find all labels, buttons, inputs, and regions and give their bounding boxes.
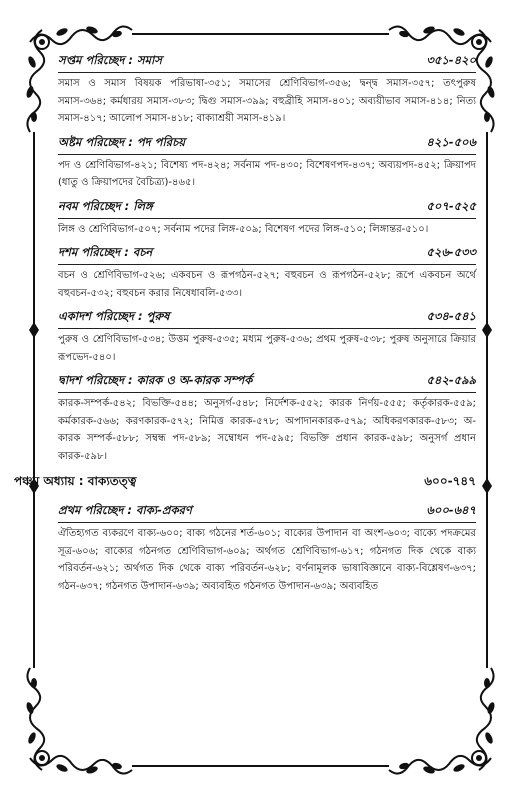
section-heading — [58, 196, 476, 219]
section-page-range: ৪২১-৫০৬ — [426, 134, 476, 149]
toc-section-7 — [58, 50, 476, 128]
section-heading — [58, 242, 476, 265]
section-page-range: ৫৩৪-৫৪১ — [426, 309, 476, 323]
chapter-page-range: ৬০০-৭৪৭ — [424, 474, 476, 488]
section-heading — [58, 132, 476, 155]
table-of-contents — [14, 50, 476, 750]
chapter-heading — [14, 465, 476, 496]
section-page-range: ৬০০-৬৪৭ — [426, 503, 476, 517]
section-page-range: ৫৪২-৫৯৯ — [426, 373, 476, 387]
toc-section-8 — [58, 132, 476, 192]
section-title: নবম পরিচ্ছেদ : লিঙ্গ — [58, 198, 153, 213]
chapter-title: পঞ্চম অধ্যায় : বাক্যতত্ত্ব — [14, 474, 137, 488]
section-title: সপ্তম পরিচ্ছেদ : সমাস — [58, 53, 162, 67]
toc-section-9 — [58, 196, 476, 239]
section-title: দ্বাদশ পরিচ্ছেদ : কারক ও অ-কারক সম্পর্ক — [58, 373, 253, 387]
section-topics: ঐতিহ্যগত ব্যকরণে বাক্য-৬০০; বাক্য গঠনের শর্ত-৬০১; বাক্যের উপাদান বা অংশ-৬০৩; বাক্যে পদক্রমের সূত্র-৬০৬; বাক্যের গঠনগত শ্রেণিবিভাগ-৬০৯; অর্থগত শ্রেণিবিভাগ-৬১৭; গঠনগত দিক থেকে বাক্য পরিবর্তন-৬২১; অর্থগত দিক থেকে বাক্য পরিবর্তন-৬২৮; বর্ণনামূলক ভাষাবিজ্ঞানে বাক্য-বিশ্লেষণ-৬৩৭; গঠন-৬৩৭; গঠনগত উপাদান-৬৩৯; অব্যবহিত গঠনগত উপাদান-৬৩৯; অব্যবহিত — [58, 528, 476, 592]
section-topics: লিঙ্গ ও শ্রেণিবিভাগ-৫০৭; সর্বনাম পদের লিঙ্গ-৫০৯; বিশেষণ পদের লিঙ্গ-৫১০; লিঙ্গান্তর-৫১০। — [58, 223, 429, 235]
section-title: প্রথম পরিচ্ছেদ : বাক্য-প্রকরণ — [58, 503, 192, 517]
toc-section-10 — [58, 242, 476, 302]
section-topics: বচন ও শ্রেণিবিভাগ-৫২৬; একবচন ও রূপগঠন-৫২৭; বহুবচন ও রূপগঠন-৫২৮; রূপে একবচন অর্থে বহুবচন-৫৩২; বহুবচন করার নিষেধাবলি-৫৩৩। — [58, 270, 476, 299]
section-topics: পদ ও শ্রেণিবিভাগ-৪২১; বিশেষ্য পদ-৪২৪; সর্বনাম পদ-৪৩০; বিশেষণপদ-৪৩৭; অব্যয়পদ-৪৫২; ক্রিয়াপদ (ধাতু ও ক্রিয়াপদের বৈচিত্র্য)-৪৬৫। — [58, 159, 476, 188]
section-heading — [58, 500, 476, 523]
section-page-range: ৫০৭-৫২৫ — [426, 198, 476, 213]
section-title: একাদশ পরিচ্ছেদ : পুরুষ — [58, 309, 170, 323]
section-heading — [58, 50, 476, 73]
section-heading — [58, 370, 476, 393]
section-topics: পুরুষ ও শ্রেণিবিভাগ-৫৩৪; উত্তম পুরুষ-৫৩৫; মধ্যম পুরুষ-৫৩৬; প্রথম পুরুষ-৫৩৮; পুরুষ অনুসারে ক্রিয়ার রূপভেদ-৫৪০। — [58, 334, 476, 363]
section-title: অষ্টম পরিচ্ছেদ : পদ পরিচয় — [58, 134, 186, 149]
section-page-range: ৩৫১-৪২০ — [426, 53, 476, 67]
section-page-range: ৫২৬-৫৩৩ — [426, 245, 476, 259]
section-topics: কারক-সম্পর্ক-৫৪২; বিভক্তি-৫৪৪; অনুসর্গ-৫৪৮; নির্দেশক-৫৫২; কারক নির্ণয়-৫৫৫; কর্তৃকারক-৫৫৯; কর্মকারক-৫৬৬; করণকারক-৫৭২; নিমিত্ত কারক-৫৭৮; অপাদানকারক-৫৭৯; অধিকরণকারক-৫৮৩; অ-কারক সম্পর্ক-৫৮৮; সম্বন্ধ পদ-৫৮৯; সম্বোধন পদ-৫৯৫; বিভক্তি প্রধান কারক-৫৯৮; অনুসর্গ প্রধান কারক-৫৯৮। — [58, 398, 476, 462]
section-title: দশম পরিচ্ছেদ : বচন — [58, 245, 153, 259]
section-heading — [58, 306, 476, 329]
toc-section-11 — [58, 306, 476, 366]
toc-chapter-section-1 — [58, 500, 476, 595]
section-topics: সমাস ও সমাস বিষয়ক পরিভাষা-৩৫১; সমাসের শ্রেণিবিভাগ-৩৫৬; দ্বন্দ্ব সমাস-৩৫৭; তৎপুরুষ সমাস-৩৬৪; কর্মধারয় সমাস-৩৮৩; দ্বিগু সমাস-৩৯৯; বহুব্রীহি সমাস-৪০১; অব্যয়ীভাব সমাস-৪১৪; নিত্য সমাস-৪১৭; আলোপ সমাস-৪১৮; বাক্যাশ্রয়ী সমাস-৪১৯। — [58, 78, 476, 124]
toc-section-12 — [58, 370, 476, 465]
